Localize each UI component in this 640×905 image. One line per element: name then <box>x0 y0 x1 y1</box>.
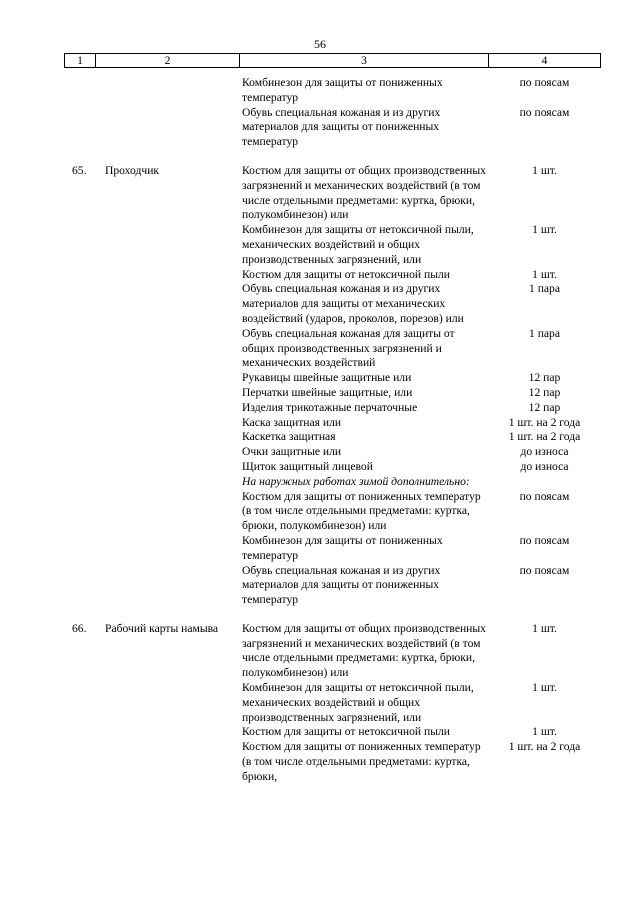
item-quantity: 1 шт. на 2 года <box>508 740 581 754</box>
table-row <box>64 76 601 106</box>
table-row <box>64 401 601 416</box>
table-row <box>64 534 601 564</box>
item-description: Щиток защитный лицевой <box>242 459 373 473</box>
table-row <box>64 416 601 431</box>
item-quantity: 12 пар <box>528 400 561 414</box>
table-group <box>64 76 601 150</box>
row-number <box>64 725 105 740</box>
item-quantity: 1 шт. на 2 года <box>508 430 581 444</box>
item-quantity: до износа <box>520 445 569 459</box>
table-row <box>64 622 601 681</box>
item-quantity: по поясам <box>519 563 570 577</box>
item-description: Комбинезон для защиты от нетоксичной пыли, механических воздействий и общих производственных загрязнений, или <box>242 223 474 266</box>
profession-name: Проходчик <box>105 163 160 177</box>
profession-name <box>105 401 242 416</box>
item-quantity <box>488 475 601 490</box>
row-number <box>64 445 105 460</box>
item-description: Каска защитная или <box>242 415 342 429</box>
header-col-2: 2 <box>96 54 240 67</box>
item-description: Очки защитные или <box>242 445 342 459</box>
item-quantity: до износа <box>520 459 569 473</box>
table-row <box>64 164 601 223</box>
profession-name <box>105 386 242 401</box>
table-header <box>64 53 601 68</box>
item-description: Костюм для защиты от общих производственных загрязнений и механических воздействий (в том числе отдельными предметами: куртка, брюки, полукомбинезон) или <box>242 621 486 680</box>
profession-name <box>105 534 242 564</box>
item-quantity: 12 пар <box>528 385 561 399</box>
row-number <box>64 430 105 445</box>
row-number <box>64 371 105 386</box>
table-row <box>64 430 601 445</box>
item-quantity: 1 шт. <box>532 267 557 281</box>
profession-name <box>105 681 242 725</box>
table-row <box>64 460 601 475</box>
item-description: Изделия трикотажные перчаточные <box>242 400 418 414</box>
item-quantity: по поясам <box>519 105 570 119</box>
row-number <box>64 475 105 490</box>
item-quantity: 1 шт. <box>532 223 557 237</box>
row-number <box>64 76 105 106</box>
table-row <box>64 475 601 490</box>
table-group <box>64 622 601 785</box>
item-quantity: 1 шт. <box>532 681 557 695</box>
row-number <box>64 386 105 401</box>
item-quantity: 12 пар <box>528 371 561 385</box>
item-description: Обувь специальная кожаная и из других материалов для защиты от пониженных температур <box>242 105 441 149</box>
item-quantity: 1 пара <box>529 326 560 340</box>
item-description: На наружных работах зимой дополнительно: <box>242 474 470 488</box>
profession-name <box>105 430 242 445</box>
profession-name <box>105 106 242 150</box>
profession-name <box>105 223 242 267</box>
profession-name <box>105 564 242 608</box>
profession-name <box>105 475 242 490</box>
profession-name <box>105 327 242 371</box>
row-number <box>64 106 105 150</box>
table-row <box>64 445 601 460</box>
table-row <box>64 371 601 386</box>
item-quantity: по поясам <box>519 76 570 89</box>
item-description: Костюм для защиты от нетоксичной пыли <box>242 725 451 739</box>
item-quantity: по поясам <box>519 489 570 503</box>
item-description: Обувь специальная кожаная и из других материалов для защиты от пониженных температур <box>242 563 441 607</box>
table-row <box>64 725 601 740</box>
table-row <box>64 564 601 608</box>
table-row <box>64 106 601 150</box>
table-row <box>64 740 601 784</box>
page-number: 56 <box>314 37 326 51</box>
profession-name <box>105 445 242 460</box>
profession-name <box>105 416 242 431</box>
profession-name <box>105 371 242 386</box>
table-group <box>64 164 601 608</box>
row-number <box>64 564 105 608</box>
table-row <box>64 282 601 326</box>
profession-name: Рабочий карты намыва <box>105 621 219 635</box>
item-description: Костюм для защиты от нетоксичной пыли <box>242 267 451 281</box>
item-description: Перчатки швейные защитные, или <box>242 385 413 399</box>
profession-name <box>105 490 242 534</box>
profession-name <box>105 725 242 740</box>
row-number <box>64 534 105 564</box>
row-number <box>64 223 105 267</box>
item-description: Костюм для защиты от общих производственных загрязнений и механических воздействий (в том числе отдельными предметами: куртка, брюки, полукомбинезон) или <box>242 163 486 222</box>
row-number <box>64 416 105 431</box>
item-description: Каскетка защитная <box>242 430 336 444</box>
row-number: 66. <box>72 621 87 635</box>
item-description: Комбинезон для защиты от пониженных температур <box>242 533 443 562</box>
row-number: 65. <box>72 163 87 177</box>
profession-name <box>105 268 242 283</box>
row-number <box>64 681 105 725</box>
item-quantity: 1 шт. <box>532 621 557 635</box>
profession-name <box>105 282 242 326</box>
item-description: Костюм для защиты от пониженных температур (в том числе отдельными предметами: куртка, брюки, полукомбинезон) или <box>242 489 481 533</box>
row-number <box>64 282 105 326</box>
row-number <box>64 401 105 416</box>
table-row <box>64 490 601 534</box>
item-description: Комбинезон для защиты от нетоксичной пыли, механических воздействий и общих производственных загрязнений, или <box>242 681 474 724</box>
profession-name <box>105 740 242 784</box>
row-number <box>64 327 105 371</box>
item-description: Комбинезон для защиты от пониженных температур <box>242 76 443 104</box>
table-row <box>64 386 601 401</box>
profession-name <box>105 76 242 106</box>
row-number <box>64 490 105 534</box>
row-number <box>64 740 105 784</box>
header-col-4: 4 <box>541 54 548 67</box>
item-description: Костюм для защиты от пониженных температур (в том числе отдельными предметами: куртка, брюки, <box>242 740 481 783</box>
table-row <box>64 681 601 725</box>
item-quantity: 1 шт. <box>532 163 557 177</box>
table-row <box>64 268 601 283</box>
row-number <box>64 268 105 283</box>
table-row <box>64 327 601 371</box>
header-col-1: 1 <box>65 54 96 67</box>
profession-name <box>105 460 242 475</box>
row-number <box>64 460 105 475</box>
table-body <box>64 76 601 799</box>
item-description: Рукавицы швейные защитные или <box>242 371 412 385</box>
header-col-3: 3 <box>240 54 489 67</box>
item-description: Обувь специальная кожаная и из других материалов для защиты от механических воздействий (ударов, проколов, порезов) или <box>242 282 464 325</box>
item-quantity: по поясам <box>519 533 570 547</box>
table-row <box>64 223 601 267</box>
item-quantity: 1 шт. <box>532 725 557 739</box>
item-quantity: 1 пара <box>529 282 560 296</box>
item-quantity: 1 шт. на 2 года <box>508 415 581 429</box>
item-description: Обувь специальная кожаная для защиты от общих производственных загрязнений и механических воздействий <box>242 326 455 370</box>
